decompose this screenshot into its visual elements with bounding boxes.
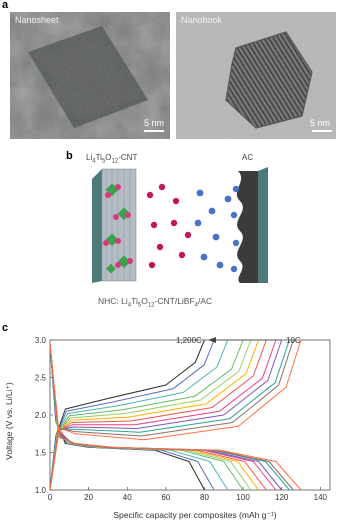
y-tick-label-3: 3.0 — [34, 336, 46, 345]
y-tick-label-2: 2.0 — [34, 411, 46, 420]
x-tick-label-100: 100 — [236, 493, 250, 502]
nanobook-scale-text: 5 nm — [310, 118, 331, 128]
hybrid-capacitor-schematic — [88, 165, 278, 285]
x-tick-label-0: 0 — [47, 493, 53, 502]
voltage-capacity-chart — [0, 330, 344, 521]
x-tick-label-120: 120 — [275, 493, 289, 502]
x-tick-label-40: 40 — [122, 493, 132, 502]
nanosheet-scale-bar — [144, 130, 164, 132]
panel-b-letter: b — [66, 150, 73, 162]
y-tick-label-1.5: 1.5 — [34, 448, 46, 458]
cathode-electrode — [231, 167, 268, 283]
y-axis-label: Voltage (V vs. Li/Li⁺) — [4, 382, 14, 460]
anode-label: $Li_4Ti_5O_{12}$-CNT — [86, 153, 138, 165]
rate-label-high: 1,200C — [176, 336, 202, 345]
series-10-charge-line — [50, 340, 293, 490]
y-tick-label-1: 1.0 — [34, 486, 46, 495]
nanosheet-scale-text: 5 nm — [144, 118, 165, 128]
x-axis-label: Specific capacity per composites (mAh g⁻¹) — [113, 510, 277, 520]
x-tick-label-20: 20 — [84, 493, 94, 502]
nanosheet-label: Nanosheet — [15, 15, 59, 25]
x-tick-label-80: 80 — [200, 493, 209, 502]
nanobook-scale-bar — [312, 130, 332, 132]
rate-label-low: 10C — [286, 336, 301, 345]
nhc-label: NHC: $Li_4Ti_5O_{12}-CNT/LiBF_4/AC$ — [98, 296, 213, 309]
plot-frame — [50, 340, 330, 490]
panel-c-letter: c — [2, 322, 9, 334]
rate-arrow-head — [208, 337, 216, 343]
electrolyte-ions — [147, 184, 232, 269]
nanobook-tem-image — [176, 12, 336, 139]
cathode-label: AC — [242, 153, 254, 162]
x-tick-label-140: 140 — [313, 493, 328, 502]
y-tick-label-2.5: 2.5 — [34, 373, 46, 383]
panel-a-letter: a — [2, 0, 9, 11]
x-tick-label-60: 60 — [161, 493, 171, 502]
nanobook-label: Nanobook — [181, 15, 223, 25]
nanosheet-tem-image — [10, 12, 170, 139]
anode-electrode — [92, 169, 136, 283]
